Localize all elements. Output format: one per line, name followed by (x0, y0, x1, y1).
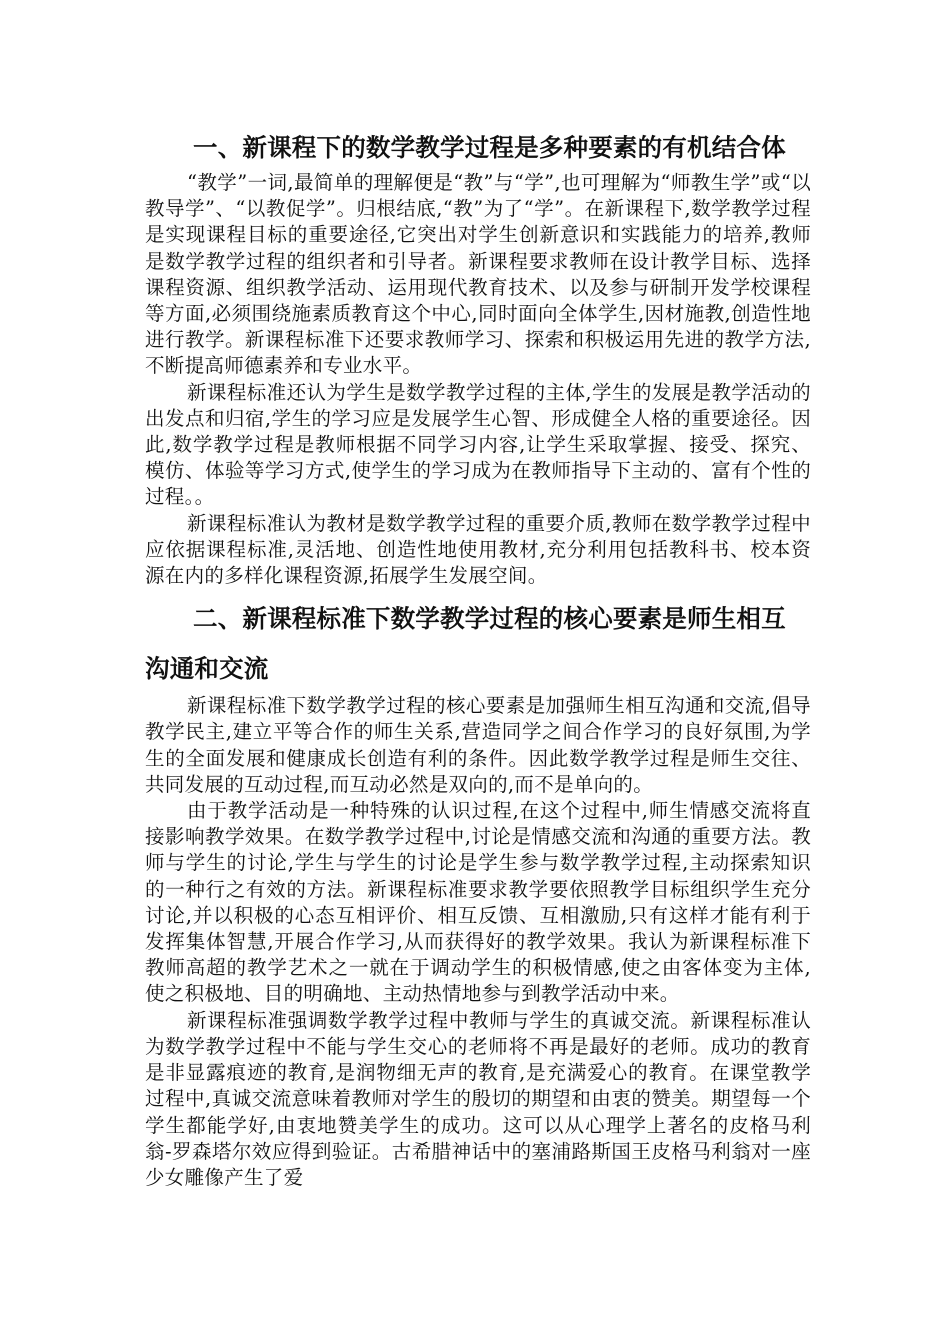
section-heading-2: 二、新课程标准下数学教学过程的核心要素是师生相互 (193, 604, 786, 634)
paragraph: 新课程标准强调数学教学过程中教师与学生的真诚交流。新课程标准认为数学教学过程中不能与学生交心的老师将不再是最好的老师。成功的教育是非显露痕迹的教育,是润物细无声的教育,是充满爱心的教育。在课堂教学过程中,真诚交流意味着教师对学生的殷切的期望和由衷的赞美。期望每一个学生都能学好,由衷地赞美学生的成功。这可以从心理学上著名的皮格马利翁-罗森塔尔效应得到验证。古希腊神话中的塞浦路斯国王皮格马利翁对一座少女雕像产生了爱 (145, 1008, 811, 1189)
paragraph: 新课程标准认为教材是数学教学过程的重要介质,教师在数学教学过程中应依据课程标准,灵活地、创造性地使用教材,充分利用包括教科书、校本资源在内的多样化课程资源,拓展学生发展空间。 (145, 511, 811, 588)
paragraph: 新课程标准下数学教学过程的核心要素是加强师生相互沟通和交流,倡导教学民主,建立平等合作的师生关系,营造同学之间合作学习的良好氛围,为学生的全面发展和健康成长创造有利的条件。因此数学教学过程是师生交往、共同发展的互动过程,而互动必然是双向的,而不是单向的。 (145, 694, 811, 796)
document-page (145, 130, 811, 1191)
section-heading-2-continued: 沟通和交流 (145, 654, 269, 684)
paragraph: 由于教学活动是一种特殊的认识过程,在这个过程中,师生情感交流将直接影响教学效果。在数学教学过程中,讨论是情感交流和沟通的重要方法。教师与学生的讨论,学生与学生的讨论是学生参与数学教学过程,主动探索知识的一种行之有效的方法。新课程标准要求教学要依照教学目标组织学生充分讨论,并以积极的心态互相评价、相互反馈、互相激励,只有这样才能有利于发挥集体智慧,开展合作学习,从而获得好的教学效果。我认为新课程标准下教师高超的教学艺术之一就在于调动学生的积极情感,使之由客体变为主体,使之积极地、目的明确地、主动热情地参与到教学活动中来。 (145, 799, 811, 1006)
section-heading-1: 一、新课程下的数学教学过程是多种要素的有机结合体 (193, 133, 786, 162)
paragraph: “教学”一词,最简单的理解便是“教”与“学”,也可理解为“师教生学”或“以教导学”、“以教促学”。归根结底,“教”为了“学”。在新课程下,数学教学过程是实现课程目标的重要途径,它突出对学生创新意识和实践能力的培养,教师是数学教学过程的组织者和引导者。新课程要求教师在设计教学目标、选择课程资源、组织教学活动、运用现代教育技术、以及参与研制开发学校课程等方面,必须围绕施素质教育这个中心,同时面向全体学生,因材施教,创造性地进行教学。新课程标准下还要求教师学习、探索和积极运用先进的教学方法,不断提高师德素养和专业水平。 (145, 171, 811, 378)
paragraph: 新课程标准还认为学生是数学教学过程的主体,学生的发展是教学活动的出发点和归宿,学生的学习应是发展学生心智、形成健全人格的重要途径。因此,数学教学过程是教师根据不同学习内容,让学生采取掌握、接受、探究、模仿、体验等学习方式,使学生的学习成为在教师指导下主动的、富有个性的过程。。 (145, 380, 811, 509)
